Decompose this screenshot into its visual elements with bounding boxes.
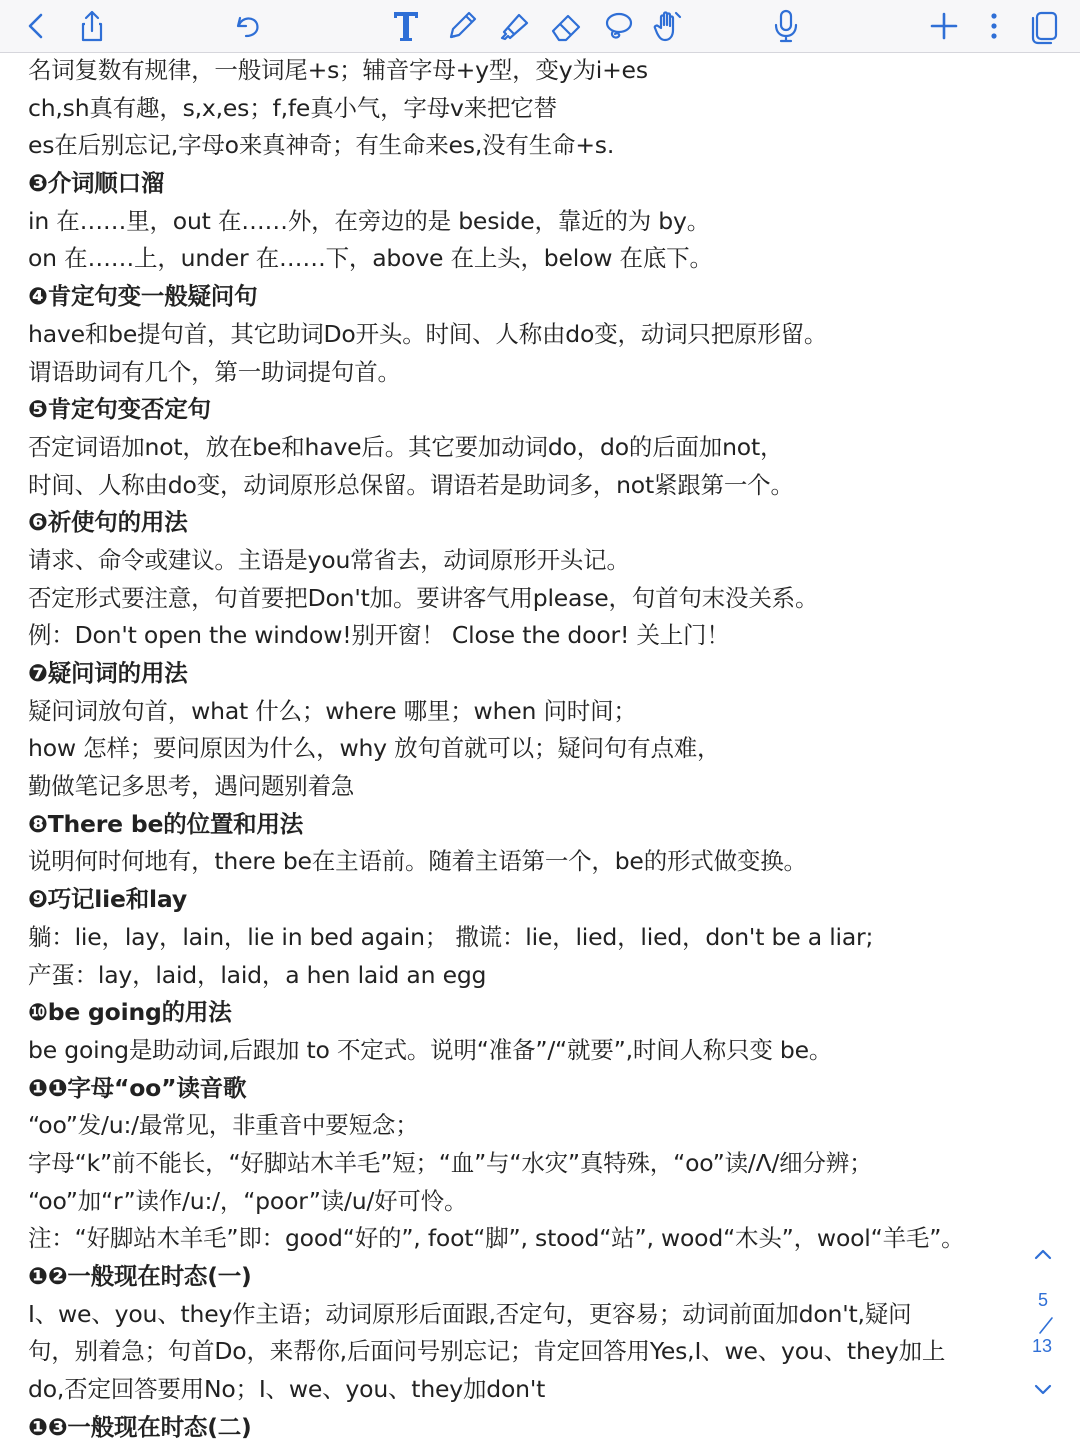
eraser-icon[interactable] bbox=[544, 4, 588, 48]
text-tool-icon[interactable] bbox=[384, 4, 428, 48]
text-line: 勤做笔记多思考，遇问题别着急 bbox=[28, 772, 355, 801]
share-icon[interactable] bbox=[70, 4, 114, 48]
current-page-number: 5 bbox=[1038, 1290, 1049, 1310]
text-line: 字母“k”前不能长，“好脚站木羊毛”短；“血”与“水灾”真特殊，“oo”读/Λ/细分辨； bbox=[28, 1148, 873, 1177]
text-line: 说明何时何地有，there be在主语前。随着主语第一个，be的形式做变换。 bbox=[28, 847, 807, 876]
section-heading: ❼疑问词的用法 bbox=[28, 659, 188, 687]
undo-icon[interactable] bbox=[226, 4, 270, 48]
text-line: 时间、人称由do变，动词原形总保留。谓语若是助词多，not紧跟第一个。 bbox=[28, 470, 794, 499]
chevron-down-icon[interactable] bbox=[1032, 1378, 1054, 1400]
text-line: “oo”加“r”读作/u:/，“poor”读/u/好可怜。 bbox=[28, 1186, 468, 1215]
text-line: “oo”发/u:/最常见，非重音中要短念； bbox=[28, 1111, 419, 1140]
hand-icon[interactable] bbox=[646, 4, 690, 48]
page-navigator bbox=[1018, 1236, 1068, 1406]
section-heading: ❶❸一般现在时态(二) bbox=[28, 1412, 252, 1441]
pen-icon[interactable] bbox=[440, 4, 484, 48]
text-line: I、we、you、they作主语；动词原形后面跟,否定句，更容易；动词前面加don't,疑问 bbox=[28, 1299, 912, 1328]
text-line: 例：Don't open the window!别开窗！ Close the door! 关上门！ bbox=[28, 621, 730, 650]
page-slash-icon bbox=[1036, 1314, 1056, 1336]
lasso-icon[interactable] bbox=[596, 4, 640, 48]
text-line: in 在……里，out 在……外，在旁边的是 beside，靠近的为 by。 bbox=[28, 206, 711, 235]
text-line: how 怎样；要问原因为什么，why 放句首就可以；疑问句有点难， bbox=[28, 734, 721, 763]
text-line: be going是助动词,后跟加 to 不定式。说明“准备”/“就要”,时间人称只变 be。 bbox=[28, 1035, 833, 1064]
section-heading: ❸介词顺口溜 bbox=[28, 169, 165, 198]
text-line: es在后别忘记,字母o来真神奇；有生命来es,没有生命+s. bbox=[28, 131, 615, 160]
text-line: on 在……上，under 在……下，above 在上头，below 在底下。 bbox=[28, 244, 713, 273]
text-line: 谓语助词有几个，第一助词提句首。 bbox=[28, 357, 401, 386]
text-line: 句，别着急；句首Do，来帮你,后面问号别忘记；肯定回答用Yes,I、we、you、they加上 bbox=[28, 1337, 946, 1366]
text-line: have和be提句首，其它助词Do开头。时间、人称由do变，动词只把原形留。 bbox=[28, 319, 828, 348]
microphone-icon[interactable] bbox=[764, 4, 808, 48]
section-heading: ❽There be的位置和用法 bbox=[28, 809, 304, 838]
plus-icon[interactable] bbox=[922, 4, 966, 48]
text-line: 躺：lie，lay，lain，lie in bed again； 撒谎：lie，lied，lied，don't be a liar; bbox=[28, 922, 874, 951]
text-line: 产蛋：lay，laid，laid，a hen laid an egg bbox=[28, 960, 487, 989]
note-content[interactable] bbox=[28, 52, 1038, 1446]
text-line: 否定形式要注意，句首要把Don't加。要讲客气用please，句首句末没关系。 bbox=[28, 583, 819, 612]
highlighter-icon[interactable] bbox=[492, 4, 536, 48]
text-line: 否定词语加not，放在be和have后。其它要加动词do，do的后面加not， bbox=[28, 432, 784, 461]
text-line: 疑问词放句首，what 什么；where 哪里；when 问时间； bbox=[28, 696, 637, 725]
section-heading: ❹肯定句变一般疑问句 bbox=[28, 282, 258, 311]
section-heading: ❿be going的用法 bbox=[28, 998, 232, 1027]
chevron-left-icon[interactable] bbox=[14, 4, 58, 48]
text-line: do,否定回答要用No；I、we、you、they加don't bbox=[28, 1375, 546, 1404]
text-line: 注：“好脚站木羊毛”即：good“好的”, foot“脚”, stood“站”, wood“木头”，wool“羊毛”。 bbox=[28, 1224, 965, 1253]
pages-icon[interactable] bbox=[1022, 4, 1066, 48]
total-page-number: 13 bbox=[1032, 1336, 1053, 1356]
text-line: 名词复数有规律，一般词尾+s；辅音字母+y型，变y为i+es bbox=[28, 56, 648, 84]
more-icon[interactable] bbox=[972, 4, 1016, 48]
text-line: ch,sh真有趣，s,x,es；f,fe真小气，字母v来把它替 bbox=[28, 93, 557, 122]
section-heading: ❾巧记lie和lay bbox=[28, 885, 187, 914]
section-heading: ❺肯定句变否定句 bbox=[28, 395, 211, 424]
section-heading: ❶❷一般现在时态(一) bbox=[28, 1262, 252, 1290]
chevron-up-icon[interactable] bbox=[1032, 1244, 1054, 1266]
section-heading: ❶❶字母“oo”读音歌 bbox=[28, 1073, 247, 1102]
section-heading: ❻祈使句的用法 bbox=[28, 508, 188, 537]
toolbar bbox=[0, 0, 1080, 53]
text-line: 请求、命令或建议。主语是you常省去，动词原形开头记。 bbox=[28, 545, 630, 574]
